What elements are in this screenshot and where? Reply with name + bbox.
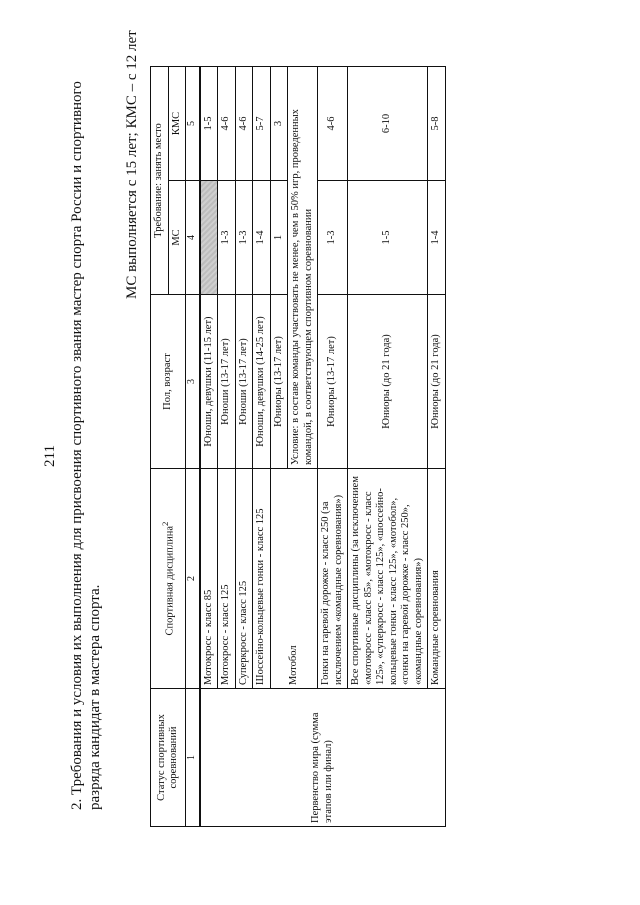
kms-cell: 1-5 [200, 67, 218, 181]
header-ms: МС [168, 181, 186, 295]
ms-cell: 1-4 [253, 181, 271, 295]
kms-cell: 4-6 [318, 67, 348, 181]
status-cell: Первенство мира (сумма этапов или финал) [200, 689, 446, 827]
column-number: 2 [186, 469, 200, 689]
requirements-table [150, 66, 446, 827]
header-status: Статус спортивных соревнований [151, 689, 186, 827]
age-cell: Юноши (13-17 лет) [235, 295, 253, 469]
discipline-cell: Шоссейно-кольцевые гонки - класс 125 [253, 469, 271, 689]
age-cell: Юниоры (13-17 лет) [270, 295, 288, 469]
column-number: 4 [186, 181, 200, 295]
column-number: 5 [186, 67, 200, 181]
column-number: 3 [186, 295, 200, 469]
header-age: Пол, возраст [151, 295, 186, 469]
discipline-cell: Мотобол [270, 469, 318, 689]
discipline-cell: Мотокросс - класс 125 [218, 469, 236, 689]
discipline-cell: Мотокросс - класс 85 [200, 469, 218, 689]
kms-cell: 5-7 [253, 67, 271, 181]
kms-cell: 4-6 [218, 67, 236, 181]
age-cell: Юниоры (до 21 года) [428, 295, 446, 469]
column-number: 1 [186, 689, 200, 827]
kms-cell: 4-6 [235, 67, 253, 181]
discipline-cell: Суперкросс - класс 125 [235, 469, 253, 689]
ms-cell-shaded [200, 181, 218, 295]
ms-cell: 1-5 [348, 181, 428, 295]
age-cell: Юноши, девушки (11-15 лет) [200, 295, 218, 469]
ms-cell: 1 [270, 181, 288, 295]
kms-cell: 6-10 [348, 67, 428, 181]
page-number: 211 [42, 445, 58, 467]
table-row [200, 67, 218, 827]
discipline-cell: Гонки на гаревой дорожке - класс 250 (за исключением «командные соревнования») [318, 469, 348, 689]
header-discipline: Спортивная дисциплина$^2$ [151, 469, 186, 689]
age-cell: Юниоры (до 21 года) [348, 295, 428, 469]
header-requirement: Требование: занять место [151, 67, 169, 295]
ms-cell: 1-3 [218, 181, 236, 295]
discipline-cell: Командные соревнования [428, 469, 446, 689]
discipline-cell: Все спортивные дисциплины (за исключением «мотокросс - класс 85», «мотокросс - класс 125», «суперкросс - класс 125», «шоссейно-кольцевые гонки - класс 125», «мотобол», «гонки на гаревой дорожке - класс 250», «командные соревнования») [348, 469, 428, 689]
ms-cell: 1-4 [428, 181, 446, 295]
ms-cell: 1-3 [318, 181, 348, 295]
kms-cell: 3 [270, 67, 288, 181]
age-cell: Юноши, девушки (14-25 лет) [253, 295, 271, 469]
header-kms: КМС [168, 67, 186, 181]
ms-cell: 1-3 [235, 181, 253, 295]
age-cell: Юноши (13-17 лет) [218, 295, 236, 469]
condition-cell: Условие: в составе команды участвовать не менее, чем в 50% игр, проведенных командой, в соответствующем спортивном соревновании [288, 67, 318, 469]
age-requirement-note: МС выполняется с 15 лет; КМС – с 12 лет [124, 30, 140, 299]
age-cell: Юниоры (13-17 лет) [318, 295, 348, 469]
kms-cell: 5-8 [428, 67, 446, 181]
section-heading: 2. Требования и условия их выполнения для присвоения спортивного звания мастер спорта России и спортивного разряда кандидат в мастера спорта. [69, 81, 103, 810]
